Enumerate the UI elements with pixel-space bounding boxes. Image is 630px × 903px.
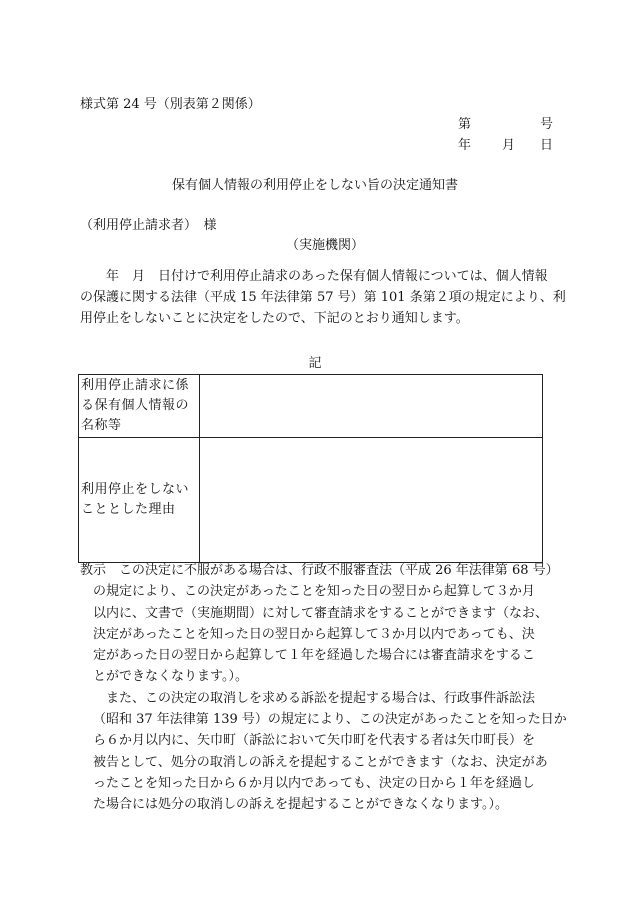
notes-line: ら６か月以内に、矢巾町（訴訟において矢巾町を代表する者は矢巾町長）を (93, 733, 536, 749)
notes-line: 以内に、文書で（実施期間）に対して審査請求をすることができます（なお、 (93, 605, 549, 621)
date-month: 月 (502, 138, 516, 153)
notes-line: また、この決定の取消しを求める訴訟を提起する場合は、行政事件訴訟法 (106, 690, 536, 706)
table-row (79, 375, 543, 438)
notes-line: 被告として、処分の取消しの訴えを提起することができます（なお、決定があ (93, 754, 548, 770)
notes-line: とができなくなります。）。 (93, 669, 248, 685)
notes-line: 教示 この決定に不服がある場合は、行政不服審査法（平成 26 年法律第 68 号） (80, 563, 559, 578)
body-line: 用停止をしないことに決定をしたので、下記のとおり通知します。 (80, 311, 469, 326)
date-day: 日 (540, 138, 554, 153)
body-paragraph (80, 266, 566, 329)
notes-line: 決定があったことを知った日の翌日から起算して３か月以内であっても、決 (93, 626, 535, 642)
decision-table (78, 374, 543, 563)
notes-line: た場合には処分の取消しの訴えを提起することができなくなります。）。 (93, 797, 508, 813)
row-value-request-info (200, 375, 543, 438)
date-year: 年 (458, 138, 472, 153)
row-value-reason (200, 438, 543, 563)
body-line: 年 月 日付けで利用停止請求のあった保有個人情報については、個人情報 (93, 269, 548, 284)
notes-line: ったことを知った日から６か月以内であっても、決定の日から１年を経過し (93, 775, 535, 791)
document-number-prefix: 第 (458, 117, 472, 132)
instruction-notes (80, 560, 567, 816)
notes-line: の規定により、この決定があったことを知った日の翌日から起算して３か月 (93, 584, 535, 600)
implementing-agency: （実施機関） (286, 238, 365, 253)
row-label-reason: 利用停止をしないこととした理由 (79, 438, 200, 563)
table-row (79, 438, 543, 563)
document-title: 保有個人情報の利用停止をしない旨の決定通知書 (171, 178, 458, 193)
notes-line: 定があった日の翌日から起算して１年を経過した場合には審査請求をするこ (93, 648, 535, 664)
document-number-suffix: 号 (540, 117, 554, 132)
notes-line: （昭和 37 年法律第 139 号）の規定により、この決定があったことを知った日か (93, 712, 567, 728)
ki-heading: 記 (308, 356, 322, 371)
form-number: 様式第 24 号（別表第２関係） (80, 97, 261, 112)
row-label-request-info: 利用停止請求に係る保有個人情報の名称等 (79, 375, 200, 438)
recipient: （利用停止請求者） 様 (80, 218, 217, 233)
body-line: の保護に関する法律（平成 15 年法律第 57 号）第 101 条第２項の規定により、利 (80, 290, 566, 305)
